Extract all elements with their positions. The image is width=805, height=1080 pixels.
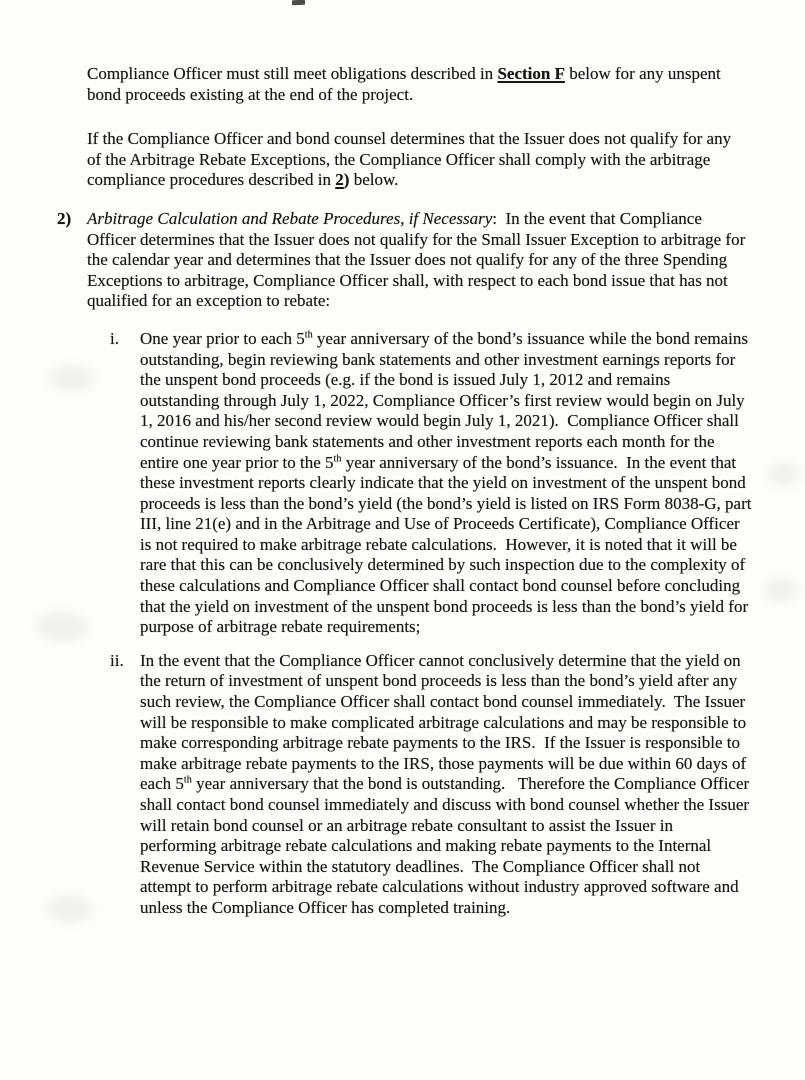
scan-smudge [768,462,800,486]
list-marker-2: 2) [57,208,72,228]
list-item-2-text [87,209,748,312]
text-segment: Arbitrage Calculation and Rebate Procedures, if Necessary [87,208,493,228]
scan-artifact-top-tick [292,0,305,5]
text-segment: below for any unspent bond proceeds existing at the end of the project. [87,64,726,104]
list-item-i-review-procedures [110,328,756,638]
list-item-ii-rebate-payments [110,651,752,919]
text-segment: : In the event that Compliance Officer determines that the Issuer does not qualify for the Small Issuer Exception to arbitrage for the calendar year and determines that the Issuer does not qualify for any of the three Spending Exceptions to arbitrage, Compliance Officer shall, with respect to each bond issue that has not qualified for an exception to rebate: [87,208,750,311]
paragraph-rebate-exceptions [87,129,748,191]
text-segment: year anniversary that the bond is outstanding. Therefore the Compliance Officer shall contact bond counsel immediately and discuss with bond counsel whether the Issuer will retain bond counsel or an arbitrage rebate consultant to assist the Issuer in performing arbitrage rebate calculations and making rebate payments to the Internal Revenue Service within the statutory deadlines. The Compliance Officer shall not attempt to perform arbitrage rebate calculations without industry approved software and unless the Compliance Officer has completed training. [140,774,754,917]
list-item-ii-text [140,651,752,919]
text-segment: th [333,452,342,464]
scan-smudge [36,612,88,642]
list-marker-i: i. [110,328,119,348]
text-segment: th [304,329,313,341]
text-segment: One year prior to each 5 [140,328,305,348]
text-segment: Compliance Officer must still meet obligations described in [87,64,498,83]
text-segment: 2 [335,170,344,190]
text-segment: Section F [497,64,565,83]
text-segment: In the event that the Compliance Officer cannot conclusively determine that the yield on the return of investment of unspent bond proceeds is less than the bond’s yield after any such review, the Compliance Officer shall contact bond counsel immediately. The Issuer will be responsible to make complicated arbitrage calculations and may be responsible to make corresponding arbitrage rebate payments to the IRS. If the Issuer is responsible to make arbitrage rebate payments to the IRS, those payments will be due within 60 days of each 5 [140,650,751,794]
scan-smudge [764,578,798,602]
scan-smudge [48,365,94,391]
list-item-i-text [140,328,756,638]
paragraph-section-f-obligations [87,64,748,105]
list-item-2-arbitrage-procedures [57,209,748,312]
list-marker-ii: ii. [110,650,124,670]
text-segment: year anniversary of the bond’s issuance while the bond remains outstanding, begin reviewing bank statements and other investment earnings reports for the unspent bond proceeds (e.g. if the bond is issued July 1, 2012 and remains outstanding through July 1, 2022, Compliance Officer’s first review would begin on July 1, 2016 and his/her second review would begin July 1, 2021). Compliance Officer shall continue reviewing bank statements and other investment reports each month for the entire one year prior to the 5 [140,328,753,472]
text-segment: If the Compliance Officer and bond counsel determines that the Issuer does not qualify for any of the Arbitrage Rebate Exceptions, the Compliance Officer shall comply with the arbitrage compliance procedures described in [87,129,736,190]
scan-smudge [46,895,92,923]
text-segment: th [183,774,192,786]
text-segment: ) [343,170,350,190]
text-segment: below. [349,170,399,190]
text-segment: year anniversary of the bond’s issuance. In the event that these investment reports clearly indicate that the yield on investment of the unspent bond proceeds is less than the bond’s yield (the bond’s yield is listed on IRS Form 8038-G, part III, line 21(e) and in the Arbitrage and Use of Proceeds Certificate), Compliance Officer is not required to make arbitrage rebate calculations. However, it is noted that it will be rare that this can be conclusively determined by such inspection due to the complexity of these calculations and Compliance Officer shall contact bond counsel before concluding that the yield on investment of the unspent bond proceeds is less than the bond’s yield for purpose of arbitrage rebate requirements; [140,452,756,637]
